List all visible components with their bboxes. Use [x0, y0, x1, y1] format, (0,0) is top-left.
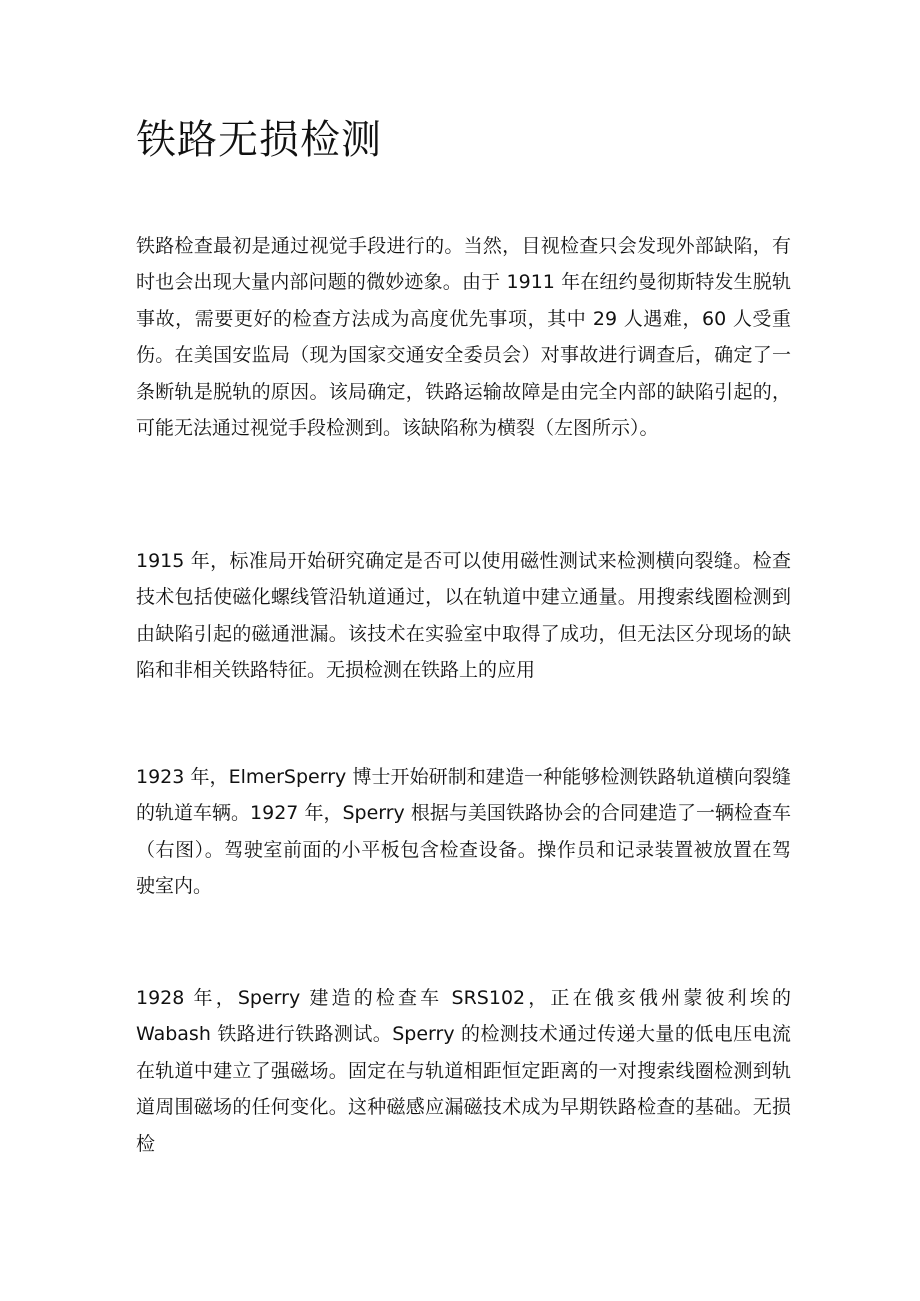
paragraph-1928-srs102: 1928 年，Sperry 建造的检查车 SRS102，正在俄亥俄州蒙彼利埃的 Wabash 铁路进行铁路测试。Sperry 的检测技术通过传递大量的低电压电流在轨道中建立了强磁场。固定在与轨道相距恒定距离的一对搜索线圈检测到轨道周围磁场的任何变化。这种磁感应漏磁技术成为早期铁路检查的基础。无损检 [136, 987, 791, 1155]
paragraph-rail-inspection-history: 铁路检查最初是通过视觉手段进行的。当然，目视检查只会发现外部缺陷，有时也会出现大量内部问题的微妙迹象。由于 1911 年在纽约曼彻斯特发生脱轨事故，需要更好的检查方法成为高度优先事项，其中 29 人遇难，60 人受重伤。在美国安监局（现为国家交通安全委员会）对事故进行调查后，确定了一条断轨是脱轨的原因。该局确定，铁路运输故障是由完全内部的缺陷引起的，可能无法通过视觉手段检测到。该缺陷称为横裂（左图所示）。 [136, 235, 791, 440]
document-title: 铁路无损检测 [136, 117, 382, 163]
paragraph-1915-magnetic-testing: 1915 年，标准局开始研究确定是否可以使用磁性测试来检测横向裂缝。检查技术包括使磁化螺线管沿轨道通过，以在轨道中建立通量。用搜索线圈检测到由缺陷引起的磁通泄漏。该技术在实验室中取得了成功，但无法区分现场的缺陷和非相关铁路特征。无损检测在铁路上的应用 [136, 550, 791, 682]
paragraph-1923-sperry-car: 1923 年，ElmerSperry 博士开始研制和建造一种能够检测铁路轨道横向裂缝的轨道车辆。1927 年，Sperry 根据与美国铁路协会的合同建造了一辆检查车（右图）。驾驶室前面的小平板包含检查设备。操作员和记录装置被放置在驾驶室内。 [136, 766, 791, 898]
